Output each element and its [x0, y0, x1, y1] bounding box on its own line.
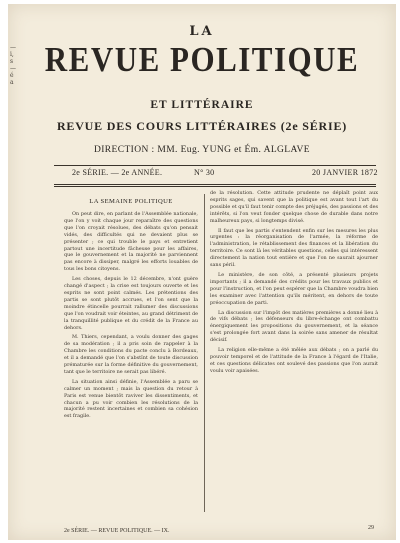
article-paragraph: Le ministère, de son côté, a présenté plusieurs projets importants ; il a demandé des crédits pour les travaux publics et pour l'instruction, et l'on peut espérer que la Chambre voudra bien les examiner avec l'attention qu'ils méritent, en dehors de toute préoccupation de parti. — [210, 271, 378, 306]
masthead-title: REVUE POLITIQUE — [44, 39, 360, 80]
article-paragraph: La situation ainsi définie, l'Assemblée a paru se calmer un moment ; mais la question du retour à Paris est venue bientôt raviver les dissentiments, et chacun a pu voir combien les résolutions de la majorité restent incertaines et combien sa cohésion est fragile. — [64, 378, 198, 420]
article-paragraph: La discussion sur l'impôt des matières premières a donné lieu à de vifs débats ; les défenseurs du libre-échange ont combattu énergiquement les propositions du gouvernement, et la séance s'est prolongée fort avant dans la soirée sans amener de résultat décisif. — [210, 309, 378, 344]
masthead-series-subtitle: REVUE DES COURS LITTÉRAIRES (2e SÉRIE) — [56, 119, 348, 133]
left-page-edge-fragment: — i, s — é a — [10, 44, 16, 86]
section-title: LA SEMAINE POLITIQUE — [89, 198, 173, 205]
newspaper-page — [8, 4, 396, 540]
masthead-direction: DIRECTION : MM. Eug. YUNG et Ém. ALGLAVE — [93, 145, 310, 155]
column-divider — [204, 194, 205, 512]
article-paragraph: Les choses, depuis le 12 décembre, n'ont guère changé d'aspect ; la crise est toujours ouverte et les esprits ne sont point calmés. Les prétentions des partis se sont plutôt accrues, et l'on sent que la moindre étincelle pourrait rallumer des discussions que l'on voudrait voir éteintes, au grand détriment de la tranquillité publique et du crédit de la France au dehors. — [64, 276, 198, 331]
article-paragraph: On peut dire, en parlant de l'Assemblée nationale, que l'on y voit chaque jour reparaître des questions que l'on croyait résolues, des débats qu'on pensait vidés, des difficultés qui ne devaient plus se présenter ; ce qui trouble le pays et entretient partout une incertitude fâcheuse pour les affaires, que le gouvernement et la majorité ne parviennent pas encore à dissiper, malgré les efforts louables de tous les bons citoyens. — [64, 211, 198, 273]
masthead-la: LA — [189, 24, 215, 39]
left-column — [64, 190, 198, 423]
footer-series-line: 2e SÉRIE. — REVUE POLITIQUE. — IX. — [64, 528, 170, 534]
article-paragraph: La religion elle-même a été mêlée aux débats ; on a parlé du pouvoir temporel et de l'attitude de la France à l'égard de l'Italie, et ces questions délicates ont soulevé des passions que l'on aurait voulu voir apaisées. — [210, 347, 378, 374]
article-paragraph: M. Thiers, cependant, a voulu donner des gages de sa modération ; il a pris soin de rappeler à la Chambre les conditions du pacte conclu à Bordeaux, et il a demandé que l'on s'abstînt de toute discussion prématurée sur la forme définitive du gouvernement, tant que le territoire ne serait pas libéré. — [64, 334, 198, 375]
header-rule-top — [54, 165, 376, 166]
issue-number: N° 30 — [194, 168, 215, 177]
issue-date: 20 JANVIER 1872 — [312, 168, 378, 177]
article-paragraph: Il faut que les partis s'entendent enfin sur les mesures les plus urgentes : la réorganisation de l'armée, la réforme de l'administration, le rétablissement des finances et la libération du territoire. Ce sont là les véritables questions, celles qui intéressent directement la nation tout entière et que l'on ne saurait ajourner sans péril. — [210, 227, 378, 269]
page-number: 29 — [368, 525, 374, 531]
issue-series: 2e SÉRIE. — 2e ANNÉE. — [72, 168, 163, 177]
right-column — [210, 190, 378, 378]
article-paragraph: de la résolution. Cette attitude prudente ne déplaît point aux esprits sages, qui savent que la politique est avant tout l'art du possible et qu'il faut tenir compte des préjugés, des passions et des intérêts, si l'on veut fonder quelque chose de durable dans notre malheureux pays, si longtemps divisé. — [210, 190, 378, 224]
masthead-subtitle: ET LITTÉRAIRE — [150, 99, 254, 111]
header-rule-bottom-double — [54, 186, 376, 187]
header-rule-bottom — [54, 184, 376, 185]
